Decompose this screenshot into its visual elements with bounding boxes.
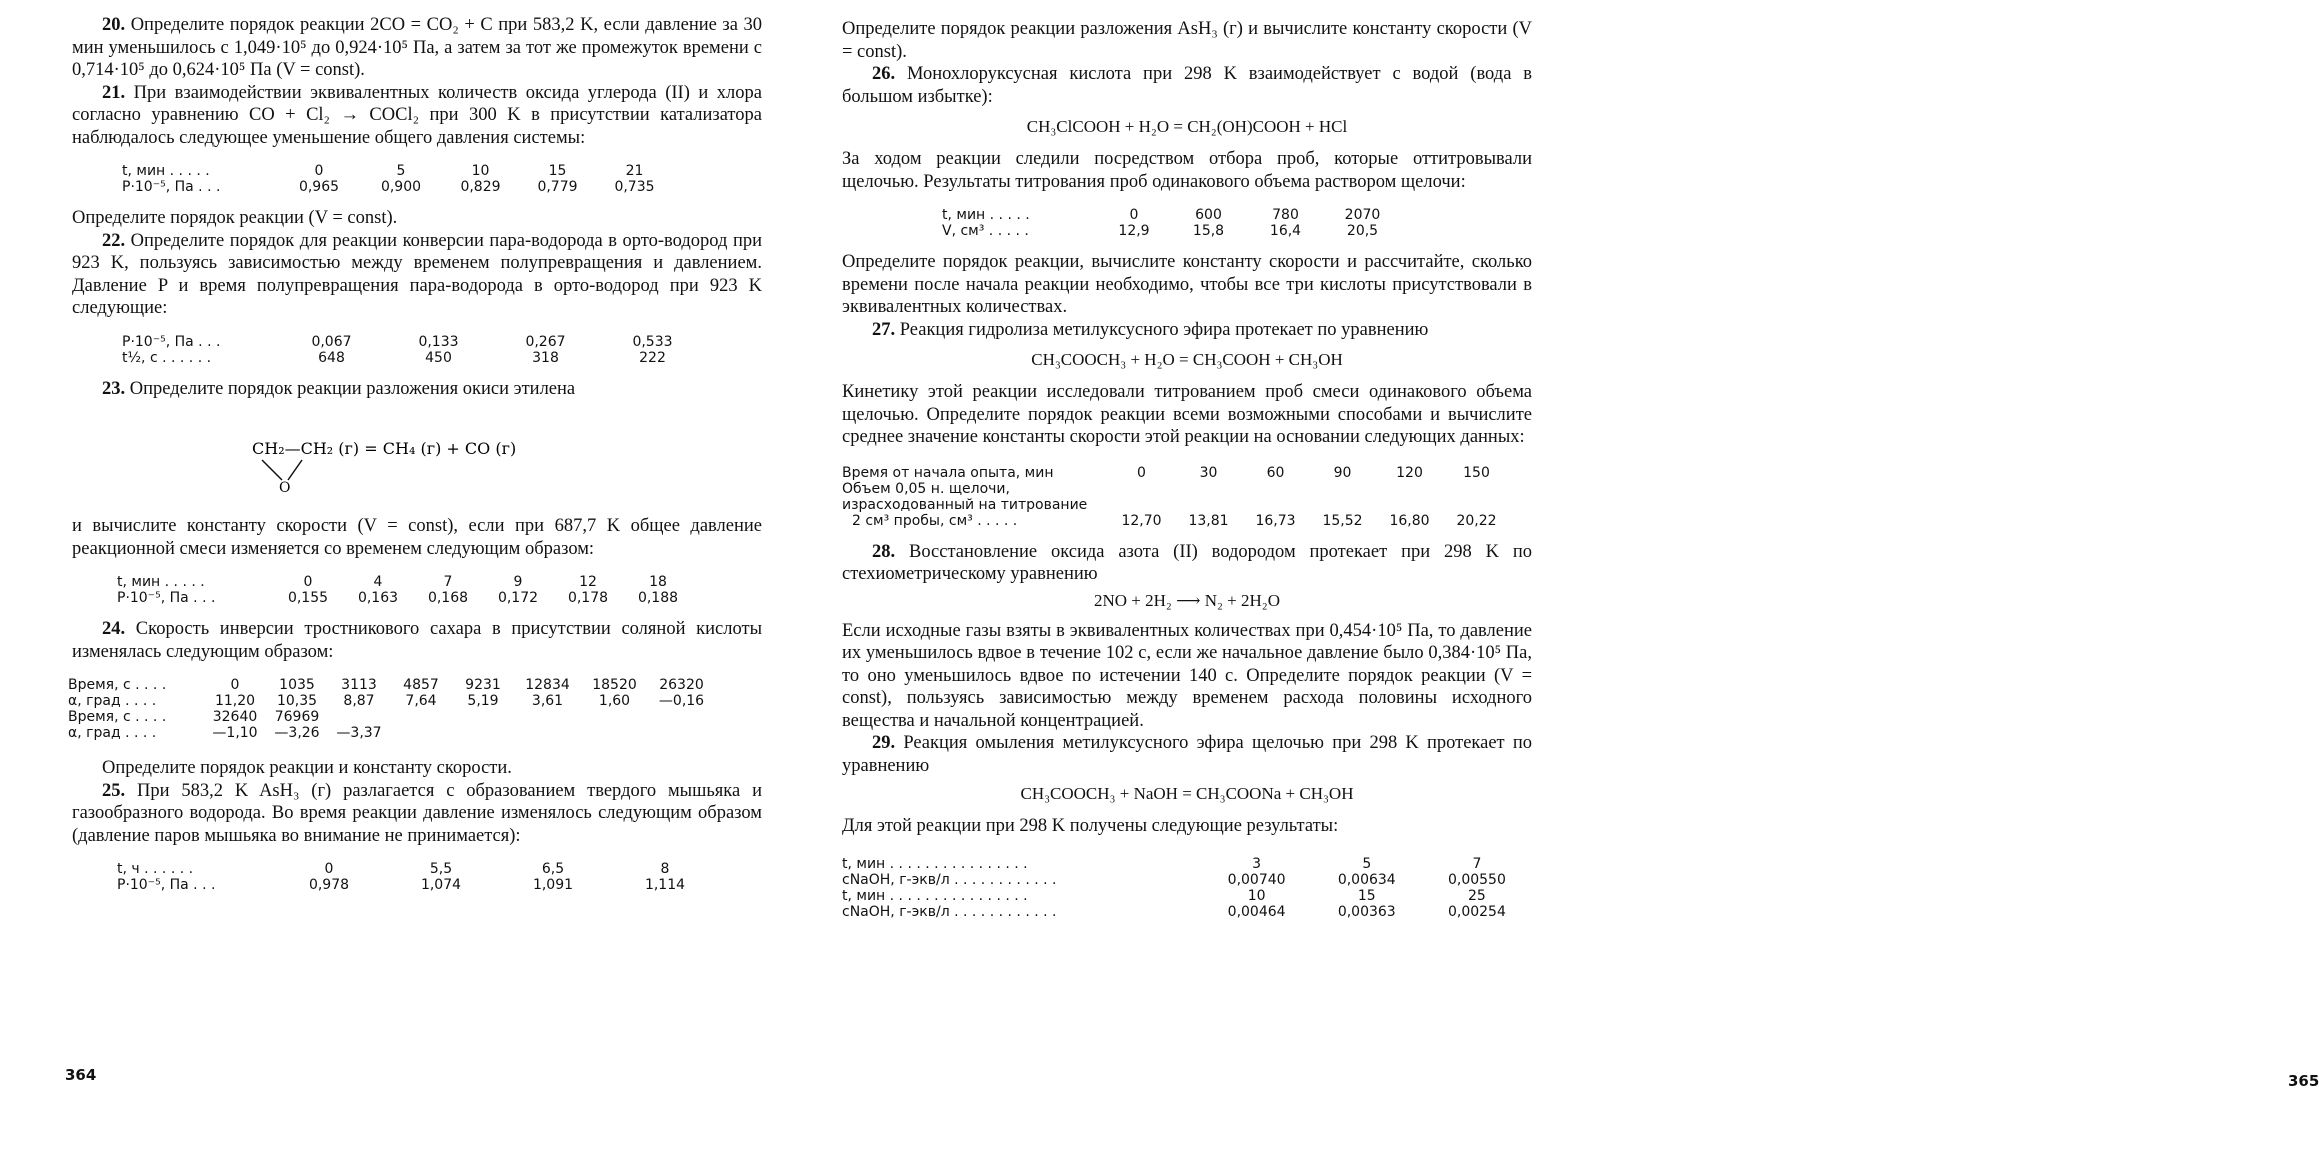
problem-25-continuation: Определите порядок реакции разложения AsH₃ (г) и вычислите константу скорости (V = const).: [842, 19, 1532, 62]
problem-20: [72, 14, 762, 82]
table-row: [942, 207, 1401, 223]
table-row: [842, 888, 1532, 904]
problem-number: 28.: [872, 541, 896, 562]
equation-28: 2NO + 2H₂ ⟶ N₂ + 2H₂O: [1094, 590, 1280, 610]
row-label: cNaOH, г-экв/л . . . . . . . . . . . .: [842, 903, 1057, 920]
table-row: [117, 877, 721, 893]
row-label: t, мин . . . . .: [942, 207, 1030, 223]
table-cell: 16,73: [1255, 512, 1296, 529]
table-cell: 2070: [1344, 207, 1381, 223]
table-cell: 21: [625, 163, 644, 179]
table-row: [842, 872, 1532, 888]
table-cell: 8,87: [343, 693, 375, 709]
table-cell: 15,8: [1192, 223, 1225, 239]
problem-26-question: Определите порядок реакции, вычислите константу скорости и рассчитайте, сколько времени после начала реакции необходимо, чтобы все три кислоты присутствовали в эквивалентных количествах.: [842, 252, 1532, 317]
equation-27: CH₃COOCH₃ + H₂O = CH₃COOH + CH₃OH: [1031, 350, 1343, 369]
table-cell: 13,81: [1188, 512, 1229, 529]
table-cell: 0,00740: [1227, 871, 1286, 888]
table-cell: 3,61: [531, 693, 564, 709]
table-cell: 222: [639, 349, 666, 366]
table-cell: 18: [649, 574, 667, 590]
table-row: [842, 481, 1510, 513]
table-cell: 4857: [403, 677, 439, 693]
table-cell: 0,178: [567, 590, 609, 606]
table-cell: 25: [1468, 887, 1486, 904]
data-table-22: [122, 334, 706, 366]
table-cell: 12,70: [1121, 512, 1162, 529]
right-column: [842, 18, 1532, 932]
problem-number: 21.: [102, 82, 126, 103]
empty-cell: [390, 725, 715, 741]
problem-23-continuation: и вычислите константу скорости (V = const), если при 687,7 K общее давление реакционной смеси изменяется со временем следующим образом:: [72, 516, 762, 559]
table-row: [842, 904, 1532, 920]
problem-number: 23.: [102, 378, 126, 399]
problem-number: 27.: [872, 319, 896, 340]
table-cell: 0,267: [525, 333, 566, 350]
table-cell: 0: [314, 163, 324, 179]
problem-text: При 583,2 K AsH₃ (г) разлагается с образованием твердого мышьяка и газообразного водорода. Во время реакции давление изменялось следующим образом (давление паров мышьяка во внимание не принимается):: [72, 780, 762, 846]
table-cell: 0,900: [380, 179, 422, 195]
problem-24: [72, 618, 762, 663]
row-label: 2 см³ пробы, см³ . . . . .: [852, 512, 1018, 529]
table-cell: 0: [303, 574, 313, 590]
table-cell: 450: [425, 349, 452, 366]
problem-number: 25.: [102, 780, 126, 801]
table-cell: 12834: [525, 677, 570, 693]
problem-22: [72, 230, 762, 320]
table-cell: 0,00634: [1337, 871, 1396, 888]
row-label: Время от начала опыта, мин: [842, 464, 1054, 481]
empty-cell: [328, 709, 715, 725]
left-page: [0, 0, 790, 1157]
row-label: α, град . . . .: [68, 725, 157, 741]
table-row: [68, 693, 715, 709]
table-row: [117, 590, 693, 606]
row-label: cNaOH, г-экв/л . . . . . . . . . . . .: [842, 871, 1057, 888]
structure-diagram: [72, 418, 762, 498]
row-label: P·10⁻⁵, Па . . .: [122, 179, 221, 195]
table-cell: —3,37: [336, 725, 382, 741]
row-label: P·10⁻⁵, Па . . .: [117, 877, 216, 893]
table-cell: 5: [1362, 855, 1372, 872]
table-cell: 0,155: [287, 590, 329, 606]
problem-text: При взаимодействии эквивалентных количеств оксида углерода (II) и хлора согласно уравнению CO + Cl₂ → COCl₂ при 300 K в присутствии катализатора наблюдалось следующее уменьшение общего давления системы:: [72, 82, 762, 148]
table-cell: 11,20: [214, 693, 256, 709]
table-cell: 0: [1129, 207, 1139, 223]
table-cell: 0,188: [637, 590, 679, 606]
table-cell: 0,00254: [1447, 903, 1506, 920]
reaction-equation: CH₂—CH₂ (г) = CH₄ (г) + CO (г): [252, 439, 517, 458]
table-cell: 60: [1266, 464, 1285, 481]
table-cell: —0,16: [658, 693, 705, 709]
problem-27: [842, 319, 1532, 342]
table-row: [842, 465, 1510, 481]
bond-line: [262, 460, 282, 480]
table-cell: 0,829: [460, 179, 501, 195]
table-cell: 16,80: [1389, 512, 1430, 529]
table-row: [122, 350, 706, 366]
table-cell: 150: [1463, 464, 1490, 481]
problem-28: [842, 541, 1532, 586]
table-cell: 12,9: [1118, 223, 1150, 239]
page-number: 364: [65, 1066, 97, 1084]
row-label: t, мин . . . . . . . . . . . . . . . .: [842, 855, 1028, 872]
table-cell: 10,35: [276, 693, 318, 709]
table-row: [117, 861, 721, 877]
problem-text: Монохлоруксусная кислота при 298 K взаимодействует с водой (вода в большом избытке):: [842, 64, 1532, 107]
table-cell: 1,074: [420, 877, 462, 893]
table-row: [68, 677, 715, 693]
oxygen-atom: O: [279, 480, 291, 496]
table-cell: 7: [1472, 855, 1482, 872]
table-cell: 1,114: [644, 877, 686, 893]
problem-24-question: Определите порядок реакции и константу скорости.: [102, 758, 512, 778]
data-table-21: [122, 163, 673, 195]
row-label: α, град . . . .: [68, 693, 157, 709]
table-cell: 10: [1247, 887, 1266, 904]
problem-text: Определите порядок для реакции конверсии пара-водорода в орто-водород при 923 K, пользуясь зависимостью между временем полупревращения и давлением. Давление P и время полупревращения пара-водорода в орто-водород при 923 K следующие:: [72, 230, 762, 318]
problem-25: [72, 780, 762, 848]
row-label: Время, с . . . .: [68, 709, 167, 725]
table-row: [117, 574, 693, 590]
table-cell: 8: [660, 861, 670, 877]
table-row: [122, 334, 706, 350]
problem-number: 24.: [102, 619, 126, 639]
equation-29: CH₃COOCH₃ + NaOH = CH₃COONa + CH₃OH: [1020, 784, 1354, 803]
table-cell: 120: [1396, 464, 1423, 481]
problem-text: Реакция гидролиза метилуксусного эфира протекает по уравнению: [895, 319, 1429, 340]
table-cell: 1035: [279, 677, 315, 693]
table-cell: 0,067: [311, 333, 352, 350]
table-cell: 648: [318, 349, 345, 366]
table-cell: 318: [532, 349, 559, 366]
table-cell: 3113: [341, 677, 377, 693]
row-label: Время, с . . . .: [68, 677, 167, 693]
row-label: t½, с . . . . . .: [122, 349, 212, 366]
table-cell: 20,5: [1346, 223, 1379, 239]
problem-29: [842, 732, 1532, 777]
problem-23: [72, 378, 762, 401]
data-table-24: [68, 677, 715, 741]
data-table-27: [842, 465, 1510, 529]
table-cell: 0,965: [298, 179, 340, 195]
right-page: [800, 0, 2319, 1157]
problem-number: 20.: [102, 15, 126, 35]
row-label: V, см³ . . . . .: [942, 223, 1029, 239]
problem-number: 22.: [102, 230, 126, 251]
row-label: P·10⁻⁵, Па . . .: [122, 333, 221, 350]
table-cell: 1,60: [598, 693, 631, 709]
table-cell: —1,10: [212, 725, 258, 741]
table-row: [122, 163, 673, 179]
bond-line: [288, 460, 302, 480]
table-row: [68, 709, 715, 725]
table-cell: 0,172: [497, 590, 539, 606]
table-cell: 6,5: [541, 861, 565, 877]
table-cell: 0,00464: [1227, 903, 1286, 920]
table-cell: 15,52: [1322, 512, 1363, 529]
problem-27-text: Кинетику этой реакции исследовали титрованием проб смеси одинакового объема щелочью. Определите порядок реакции всеми возможными способами и вычислите среднее значение константы скорости этой реакции на основании следующих данных:: [842, 382, 1532, 447]
empty-cell: [1108, 481, 1510, 513]
table-cell: 10: [471, 163, 490, 179]
problem-number: 29.: [872, 733, 896, 753]
row-label: t, мин . . . . . . . . . . . . . . . .: [842, 887, 1028, 904]
table-cell: 20,22: [1456, 512, 1497, 529]
table-cell: 16,4: [1269, 223, 1302, 239]
table-cell: 12: [579, 574, 597, 590]
table-cell: 15: [548, 163, 567, 179]
problem-text: Скорость инверсии тростникового сахара в присутствии соляной кислоты изменялась следующим образом:: [72, 619, 762, 662]
table-cell: 0: [1137, 464, 1146, 481]
table-cell: 0,133: [418, 333, 459, 350]
table-cell: 780: [1272, 207, 1299, 223]
table-cell: 90: [1333, 464, 1352, 481]
table-cell: 26320: [659, 677, 704, 693]
table-cell: 0,978: [308, 877, 350, 893]
table-cell: 7: [443, 574, 453, 590]
table-cell: 4: [373, 574, 383, 590]
problem-21-question: Определите порядок реакции (V = const).: [72, 208, 398, 228]
table-cell: 1,091: [532, 877, 574, 893]
problem-26-text: За ходом реакции следили посредством отбора проб, которые оттитровывали щелочью. Результаты титрования проб одинакового объема раствором щелочи:: [842, 149, 1532, 192]
table-cell: 0,168: [427, 590, 469, 606]
row-label: t, ч . . . . . .: [117, 861, 194, 877]
problem-28-text: Если исходные газы взяты в эквивалентных количествах при 0,454·10⁵ Па, то давление их уменьшилось вдвое в течение 102 с, если же начальное давление было 0,384·10⁵ Па, то оно уменьшилось вдвое по истечении 140 с. Определите порядок реакции (V = const), пользуясь зависимостью между временем расхода половины исходного вещества и начальной концентрацией.: [842, 620, 1532, 731]
problem-29-text: Для этой реакции при 298 K получены следующие результаты:: [842, 816, 1339, 836]
problem-26: [842, 63, 1532, 108]
data-table-23: [117, 574, 693, 606]
table-cell: 32640: [212, 709, 258, 725]
table-cell: 30: [1199, 464, 1218, 481]
row-label: P·10⁻⁵, Па . . .: [117, 590, 216, 606]
table-cell: 5: [396, 163, 406, 179]
equation-26: CH₃ClCOOH + H₂O = CH₂(OH)COOH + HCl: [1026, 117, 1348, 136]
problem-text: Определите порядок реакции разложения окиси этилена: [125, 378, 576, 399]
table-cell: 9231: [465, 677, 501, 693]
table-cell: 0,00363: [1337, 903, 1396, 920]
table-row: [842, 856, 1532, 872]
table-cell: 5,5: [429, 861, 453, 877]
row-label: t, мин . . . . .: [117, 574, 205, 590]
page-number: 365: [2288, 1072, 2319, 1090]
table-row: [122, 179, 673, 195]
table-cell: 0: [324, 861, 334, 877]
table-cell: 18520: [592, 677, 637, 693]
table-cell: 0,00550: [1447, 871, 1506, 888]
problem-number: 26.: [872, 64, 896, 84]
table-row: [842, 513, 1510, 529]
table-cell: 0,163: [357, 590, 399, 606]
table-row: [68, 725, 715, 741]
table-cell: 600: [1195, 207, 1222, 223]
table-cell: 9: [513, 574, 523, 590]
problem-21: [72, 82, 762, 150]
ethylene-oxide-structure: [72, 418, 762, 503]
table-cell: —3,26: [274, 725, 320, 741]
table-cell: 3: [1252, 855, 1262, 872]
table-cell: 0: [230, 677, 240, 693]
left-column: [68, 14, 762, 905]
problem-text: Реакция омыления метилуксусного эфира щелочью при 298 K протекает по уравнению: [842, 733, 1532, 776]
row-label: Объем 0,05 н. щелочи, израсходованный на титрование: [842, 480, 1088, 513]
table-cell: 7,64: [405, 693, 437, 709]
table-cell: 0,533: [632, 333, 673, 350]
table-cell: 0,735: [614, 179, 655, 195]
table-cell: 5,19: [467, 693, 499, 709]
problem-text: Определите порядок реакции 2CO = CO₂ + C при 583,2 K, если давление за 30 мин уменьшилось с 1,049·10⁵ до 0,924·10⁵ Па, а затем за тот же промежуток времени с 0,714·10⁵ до 0,624·10⁵ Па (V = const).: [72, 15, 762, 80]
data-table-26: [942, 207, 1401, 239]
problem-text: Восстановление оксида азота (II) водородом протекает при 298 K по стехиометрическому уравнению: [842, 541, 1532, 584]
data-table-25: [117, 861, 721, 893]
data-table-29: [842, 856, 1532, 920]
table-cell: 0,779: [537, 179, 578, 195]
table-cell: 15: [1357, 887, 1376, 904]
row-label: t, мин . . . . .: [122, 163, 210, 179]
table-row: [942, 223, 1401, 239]
table-cell: 76969: [274, 709, 320, 725]
